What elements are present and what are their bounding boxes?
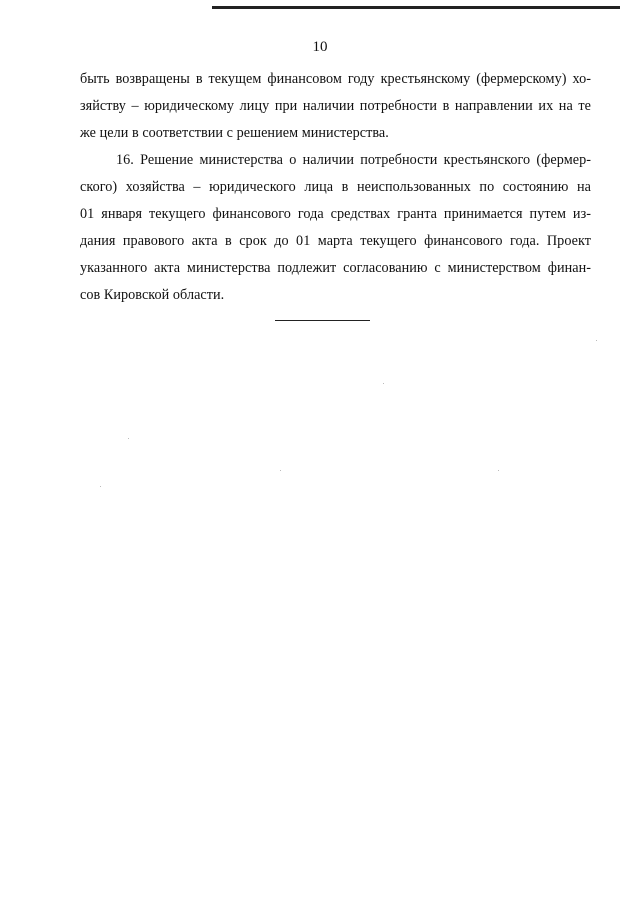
scan-speck xyxy=(280,470,281,471)
end-of-text-rule xyxy=(275,320,370,321)
text-line: 01 января текущего финансового года средствах гранта принимается путем из- xyxy=(80,206,591,222)
text-line: ского) хозяйства – юридического лица в неиспользованных по состоянию на xyxy=(80,179,591,195)
text-line: зяйству – юридическому лицу при наличии потребности в направлении их на те xyxy=(80,98,591,114)
page-number: 10 xyxy=(312,39,328,55)
text-line: сов Кировской области. xyxy=(80,287,225,303)
text-line: дания правового акта в срок до 01 марта текущего финансового года. Проект xyxy=(80,233,591,249)
scan-speck xyxy=(383,383,384,384)
top-border-line xyxy=(212,6,620,9)
text-line: указанного акта министерства подлежит согласованию с министерством финан- xyxy=(80,260,591,276)
text-line: быть возвращены в текущем финансовом году крестьянскому (фермерскому) хо- xyxy=(80,71,591,87)
scan-speck xyxy=(596,340,597,341)
text-line: же цели в соответствии с решением министерства. xyxy=(80,125,389,141)
text-line: 16. Решение министерства о наличии потребности крестьянского (фермер- xyxy=(116,152,591,168)
scan-speck xyxy=(498,470,499,471)
scan-speck xyxy=(128,438,129,439)
scan-speck xyxy=(100,486,101,487)
